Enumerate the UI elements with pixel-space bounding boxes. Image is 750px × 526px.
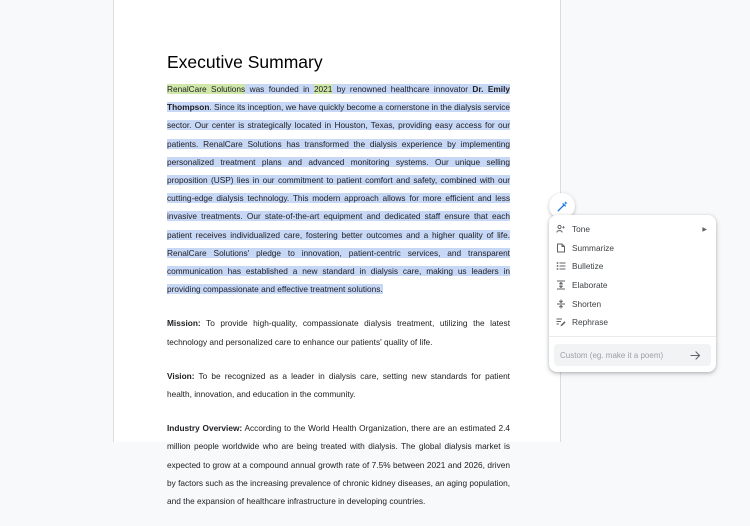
menu-item-summarize[interactable] bbox=[549, 239, 716, 258]
menu-item-elaborate[interactable] bbox=[549, 276, 716, 295]
document-body[interactable] bbox=[167, 50, 510, 526]
vision-paragraph[interactable] bbox=[167, 367, 510, 403]
custom-prompt-input[interactable] bbox=[554, 350, 682, 361]
elaborate-icon bbox=[556, 280, 566, 290]
summarize-icon bbox=[556, 243, 566, 253]
menu-item-label: Elaborate bbox=[572, 280, 608, 291]
shorten-icon bbox=[556, 299, 566, 309]
document-page[interactable] bbox=[113, 0, 561, 507]
rephrase-icon bbox=[556, 317, 566, 327]
industry-label[interactable]: Industry Overview: bbox=[167, 423, 243, 434]
industry-text[interactable]: According to the World Health Organization, there are an estimated 2.4 million people worldwide who are being treated with dialysis. The global dialysis market is expected to grow at a compound annual growth rate of 7.5% between 2021 and 2026, driven by factors such as the increasing prevalence of chronic kidney diseases, an aging population, and the expansion of healthcare infrastructure in developing countries. bbox=[167, 423, 511, 507]
document-title[interactable]: Executive Summary bbox=[167, 52, 323, 72]
vision-label[interactable]: Vision: bbox=[167, 370, 195, 381]
founder-name[interactable]: Dr. Emily Thompson bbox=[167, 84, 510, 113]
custom-prompt-field[interactable] bbox=[554, 344, 711, 366]
menu-item-label: Rephrase bbox=[572, 317, 608, 328]
mission-paragraph[interactable] bbox=[167, 314, 510, 350]
menu-item-tone[interactable] bbox=[549, 220, 716, 239]
summary-paragraph[interactable] bbox=[167, 80, 510, 298]
menu-item-label: Tone bbox=[572, 224, 590, 235]
menu-item-bulletize[interactable] bbox=[549, 257, 716, 276]
mission-label[interactable]: Mission: bbox=[167, 318, 201, 329]
menu-item-rephrase[interactable] bbox=[549, 313, 716, 332]
summary-text-1[interactable]: was founded in bbox=[245, 84, 314, 94]
summary-text-2[interactable]: by renowned healthcare innovator bbox=[332, 84, 473, 94]
mission-text[interactable]: To provide high-quality, compassionate dialysis treatment, utilizing the latest technology and personalized care to enhance our patients' quality of life. bbox=[167, 318, 510, 347]
menu-item-label: Bulletize bbox=[572, 261, 604, 272]
menu-item-label: Shorten bbox=[572, 298, 602, 309]
ai-rewrite-menu bbox=[549, 215, 716, 372]
menu-item-label: Summarize bbox=[572, 242, 614, 253]
highlighted-company-name[interactable]: RenalCare Solutions bbox=[167, 84, 246, 94]
submenu-arrow-icon: ▶ bbox=[702, 226, 707, 233]
tone-icon bbox=[556, 224, 566, 234]
menu-divider bbox=[549, 336, 716, 337]
magic-pen-icon bbox=[556, 200, 569, 213]
bulletize-icon bbox=[556, 261, 566, 271]
menu-item-shorten[interactable] bbox=[549, 294, 716, 313]
vision-text[interactable]: To be recognized as a leader in dialysis care, setting new standards for patient health, innovation, and education in the community. bbox=[167, 370, 510, 400]
send-arrow-icon[interactable] bbox=[690, 350, 701, 361]
selected-text[interactable] bbox=[167, 84, 510, 294]
summary-text-3[interactable]: . Since its inception, we have quickly become a cornerstone in the dialysis service sector. Our center is strategically located in Houston, Texas, providing easy access for our patients. RenalCare Solutions has transformed the dialysis experience by implementing personalized treatment plans and advanced monitoring systems. Our unique selling proposition (USP) lies in our commitment to patient comfort and safety, combined with our cutting-edge dialysis technology. This modern approach allows for more efficient and less invasive treatments. Our state-of-the-art equipment and dedicated staff ensure that each patient receives individualized care, fostering better outcomes and a higher quality of life. RenalCare Solutions' pledge to innovation, patient-centric services, and transparent communication has established a new standard in dialysis care, making us leaders in providing compassionate and effective treatment solutions. bbox=[167, 102, 510, 295]
highlighted-year[interactable]: 2021 bbox=[313, 84, 333, 94]
industry-paragraph[interactable] bbox=[167, 419, 510, 510]
